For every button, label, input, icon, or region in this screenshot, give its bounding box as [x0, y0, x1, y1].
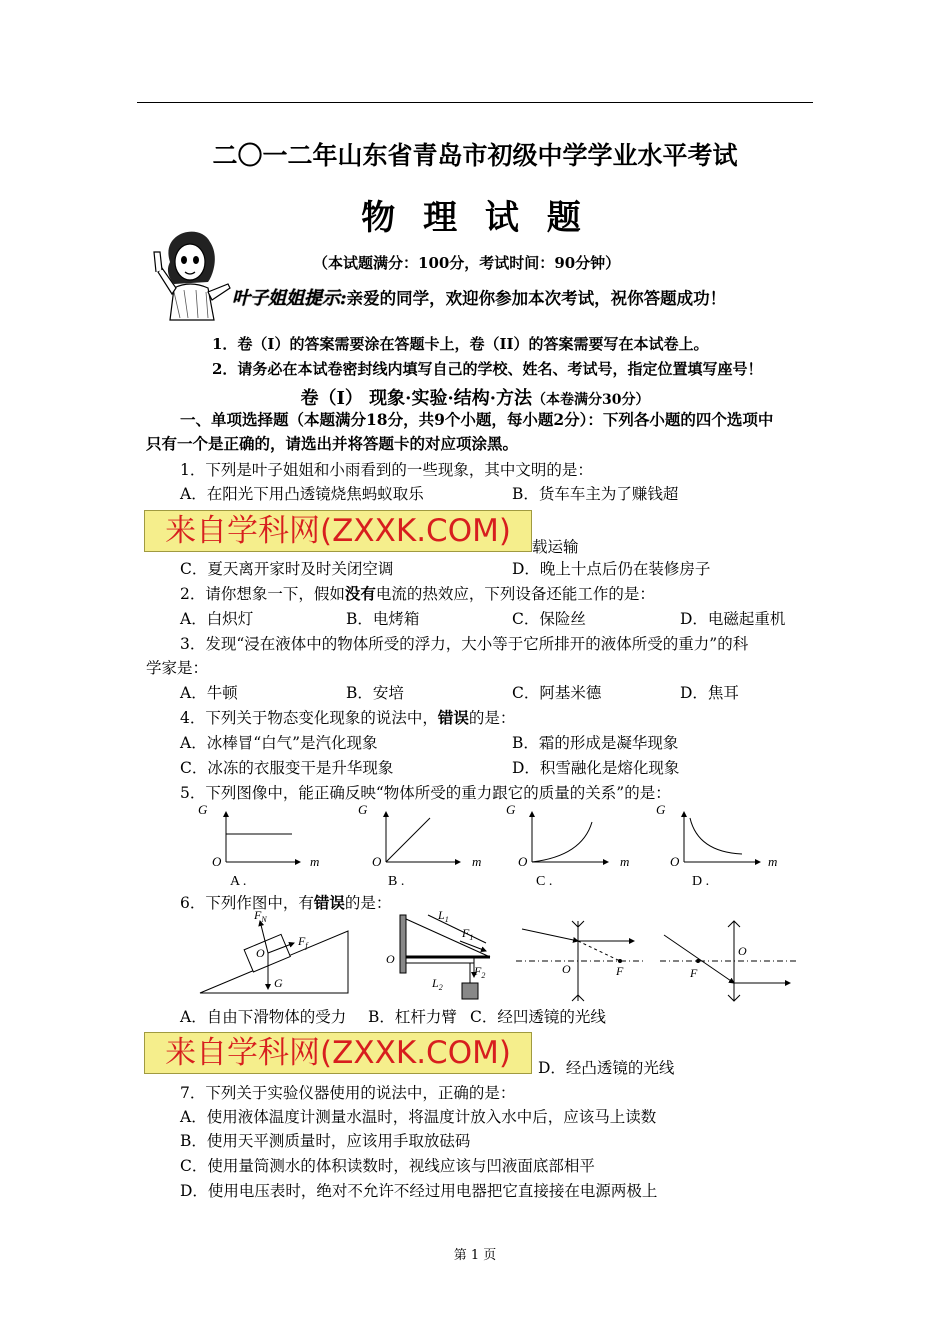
- q4-stem: [180, 707, 515, 729]
- q3-option-b: B．安培: [346, 684, 404, 702]
- q6-label-l1: $L_1$: [438, 908, 449, 924]
- q4-option-b: B．霜的形成是凝华现象: [512, 734, 679, 752]
- note-1: 1．卷（I）的答案需要涂在答题卡上，卷（II）的答案需要写在本试卷上。: [212, 335, 709, 353]
- q6-option-d: D．经凸透镜的光线: [538, 1059, 675, 1077]
- q7-stem: 7．下列关于实验仪器使用的说法中，正确的是：: [180, 1084, 516, 1102]
- q5-stem: 5．下列图像中，能正确反映“物体所受的重力跟它的质量的关系”的是：: [180, 784, 671, 802]
- q6-option-b: B．杠杆力臂: [368, 1008, 457, 1026]
- q5-graph-d: [656, 802, 777, 889]
- q6-label-o-d: O: [738, 944, 747, 958]
- section-title: [0, 384, 950, 410]
- q2-option-b: B．电烤箱: [346, 610, 420, 628]
- q5-d-axis-x: m: [768, 854, 778, 869]
- q2-stem-post: 电流的热效应，下列设备还能工作的是：: [375, 585, 655, 603]
- q6-figures: [190, 905, 810, 1010]
- watermark-banner: 来自学科网(ZXXK.COM): [144, 510, 532, 552]
- cartoon-girl-illustration: [150, 222, 232, 322]
- q5-a-origin: O: [212, 854, 222, 869]
- q6-label-f-c: F: [616, 964, 624, 978]
- q2-stem-bold: 没有: [344, 584, 376, 603]
- q3-option-d: D．焦耳: [680, 684, 739, 702]
- part1-line1: 一、单项选择题（本题满分18分，共9个小题，每小题2分）：下列各小题的四个选项中: [180, 410, 774, 429]
- q4-option-d: D．积雪融化是熔化现象: [512, 759, 680, 777]
- subject-title: 物 理 试 题: [361, 198, 589, 238]
- q6-label-o-a: O: [256, 946, 265, 960]
- note-2: 2．请务必在本试卷密封线内填写自己的学校、姓名、考试号，指定位置填写座号！: [212, 360, 763, 378]
- exam-meta: （本试题满分：100分，考试时间：90分钟）: [313, 254, 621, 272]
- q3-stem-2: 学家是：: [146, 659, 209, 677]
- q5-graph-b: [358, 802, 481, 889]
- tip-line: [232, 284, 726, 310]
- q6-label-f-d: F: [690, 966, 698, 980]
- q6-label-o-b: O: [386, 952, 395, 966]
- q5-b-axis-y: G: [358, 802, 368, 817]
- q1-option-b-cont: 载运输: [532, 538, 579, 556]
- tip-text: 亲爱的同学，欢迎你参加本次考试，祝你答题成功！: [346, 289, 727, 308]
- q4-option-a: A．冰棒冒“白气”是汽化现象: [180, 734, 378, 752]
- q6-label-f2: $F_2$: [474, 964, 486, 980]
- q5-c-label: C .: [536, 874, 553, 889]
- q6-label-l2: $L_2$: [432, 976, 443, 992]
- q5-c-origin: O: [518, 854, 528, 869]
- q7-option-b: B．使用天平测质量时，应该用手取放砝码: [180, 1132, 471, 1150]
- q5-d-origin: O: [670, 854, 680, 869]
- q5-d-axis-y: G: [656, 802, 666, 817]
- q6-option-c: C．经凹透镜的光线: [470, 1008, 606, 1026]
- q5-b-axis-x: m: [472, 854, 482, 869]
- section-note: （本卷满分30分）: [532, 392, 650, 408]
- q6-figure-convex-lens: [660, 921, 798, 1001]
- q2-option-c: C．保险丝: [512, 610, 586, 628]
- part1-line2: 只有一个是正确的，请选出并将答题卡的对应项涂黑。: [146, 434, 519, 453]
- page-number: 第 1 页: [453, 1248, 497, 1263]
- q5-d-label: D .: [692, 874, 710, 889]
- q5-graphs: [190, 800, 810, 892]
- q5-a-label: A .: [230, 874, 247, 889]
- q5-b-origin: O: [372, 854, 382, 869]
- q2-option-a: A．白炽灯: [180, 610, 254, 628]
- q1-stem: 1．下列是叶子姐姐和小雨看到的一些现象，其中文明的是：: [180, 461, 593, 479]
- q4-stem-post: 的是：: [468, 709, 516, 727]
- q6-stem-bold: 错误: [313, 893, 345, 912]
- q6-stem-post: 的是：: [344, 894, 392, 912]
- header-rule: [137, 102, 813, 103]
- q6-figure-concave-lens: [516, 921, 644, 1001]
- q7-option-a: A．使用液体温度计测量水温时，将温度计放入水中后，应该马上读数: [180, 1108, 657, 1126]
- q2-stem-pre: 2．请你想象一下，假如: [180, 585, 345, 603]
- q7-option-d: D．使用电压表时，绝对不允许不经过用电器把它直接接在电源两极上: [180, 1182, 658, 1200]
- q7-option-c: C．使用量筒测水的体积读数时，视线应该与凹液面底部相平: [180, 1157, 595, 1175]
- q5-a-axis-y: G: [198, 802, 208, 817]
- tip-label: 叶子姐姐提示:: [232, 288, 347, 309]
- q3-stem-1: 3．发现“浸在液体中的物体所受的浮力，大小等于它所排开的液体所受的重力”的科: [180, 635, 749, 653]
- q6-label-o-c: O: [562, 962, 571, 976]
- q1-option-d: D．晚上十点后仍在装修房子: [512, 560, 711, 578]
- q1-option-c: C．夏天离开家时及时关闭空调: [180, 560, 394, 578]
- q5-a-axis-x: m: [310, 854, 320, 869]
- q6-option-a: A．自由下滑物体的受力: [180, 1008, 347, 1026]
- q6-stem-pre: 6．下列作图中，有: [180, 894, 314, 912]
- q4-option-c: C．冰冻的衣服变干是升华现象: [180, 759, 394, 777]
- q5-b-label: B .: [388, 874, 405, 889]
- exam-title: 二〇一二年山东省青岛市初级中学学业水平考试: [212, 141, 738, 170]
- q1-option-b: B．货车车主为了赚钱超: [512, 485, 679, 503]
- q4-stem-bold: 错误: [437, 708, 469, 727]
- q4-stem-pre: 4．下列关于物态变化现象的说法中，: [180, 709, 438, 727]
- q6-figure-lever: [386, 908, 490, 999]
- q6-label-fn: $F_N$: [254, 908, 267, 924]
- q3-option-a: A．牛顿: [180, 684, 238, 702]
- q5-c-axis-x: m: [620, 854, 630, 869]
- q2-option-d: D．电磁起重机: [680, 610, 786, 628]
- section-title-text: 卷（I） 现象·实验·结构·方法: [300, 388, 532, 409]
- q6-label-ff: $F_f$: [298, 934, 308, 950]
- q3-option-c: C．阿基米德: [512, 684, 602, 702]
- q6-figure-incline: [200, 908, 348, 993]
- q5-c-axis-y: G: [506, 802, 516, 817]
- q5-graph-a: [198, 802, 319, 889]
- watermark-banner-2: 来自学科网(ZXXK.COM): [144, 1032, 532, 1074]
- q5-graph-c: [506, 802, 629, 889]
- q1-option-a: A．在阳光下用凸透镜烧焦蚂蚁取乐: [180, 485, 424, 503]
- q2-stem: [180, 583, 655, 605]
- q6-label-g: G: [274, 976, 283, 990]
- q6-label-f1: $F_1$: [462, 926, 474, 942]
